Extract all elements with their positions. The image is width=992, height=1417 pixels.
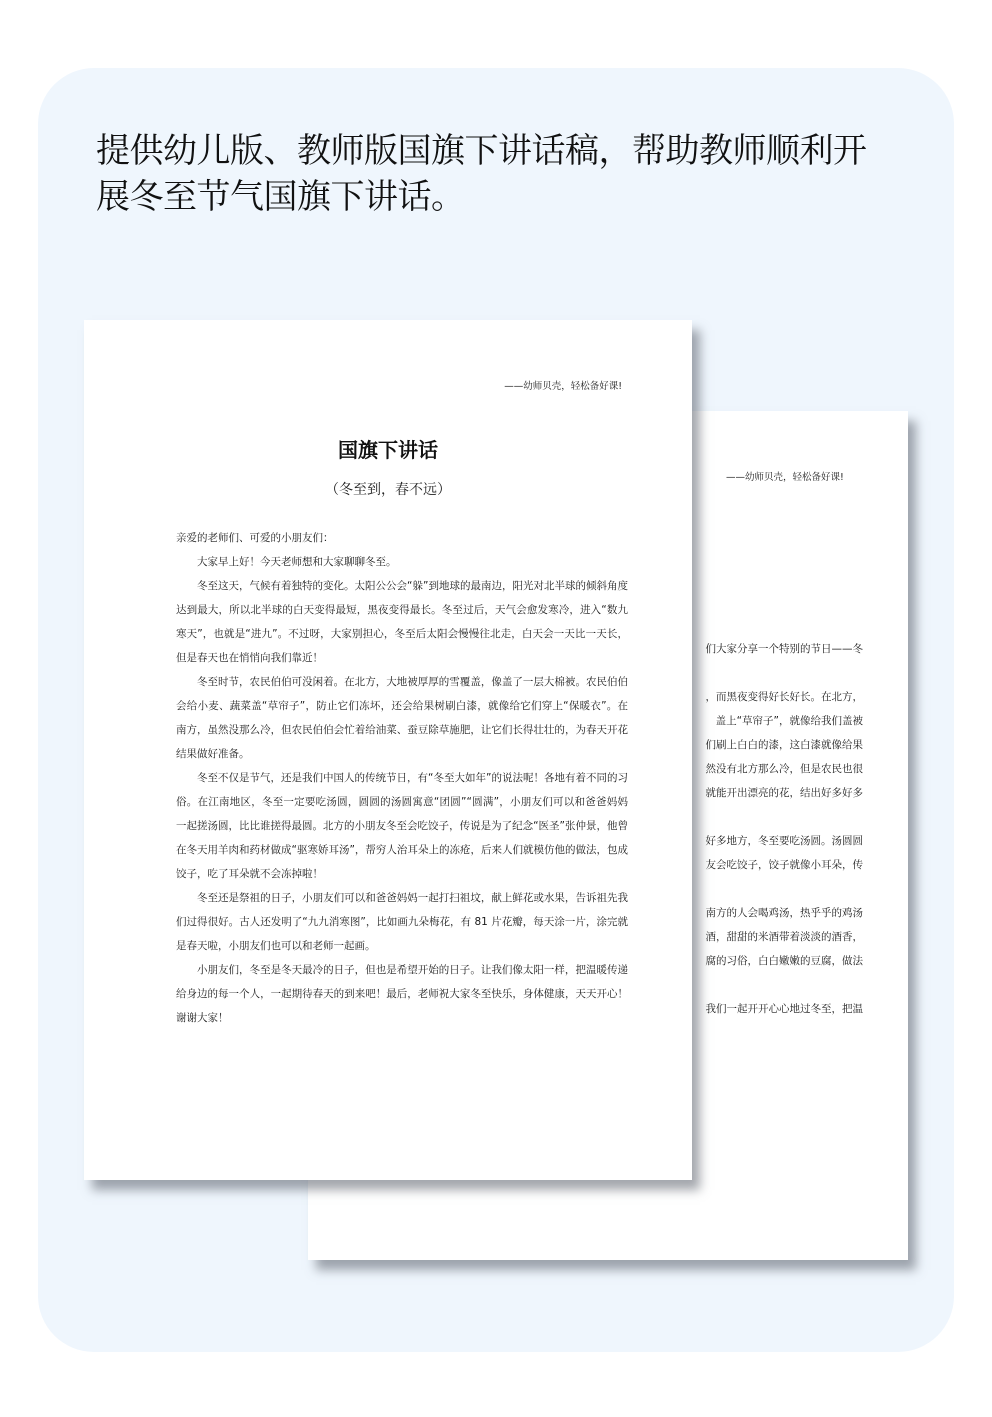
text-line: 酒，甜甜的米酒带着淡淡的酒香，: [705, 931, 863, 943]
text-line: 就能开出漂亮的花，结出好多好多: [705, 787, 863, 799]
page-tagline: ——幼师贝壳，轻松备好课!: [726, 472, 844, 483]
paragraph: 冬至还是祭祖的日子，小朋友们可以和爸爸妈妈一起打扫祖坟，献上鲜花或水果，告诉祖先我们过得很好。古人还发明了“九九消寒图”，比如画九朵梅花，有 81 片花瓣，每天涂一片，涂完就是春天啦，小朋友们也可以和老师一起画。: [176, 892, 628, 952]
paragraph: 大家早上好！今天老师想和大家聊聊冬至。: [197, 556, 397, 568]
text-line: 然没有北方那么冷，但是农民也很: [705, 763, 863, 775]
text-line: 腐的习俗，白白嫩嫩的豆腐，做法: [705, 955, 863, 967]
document-title: 国旗下讲话: [338, 438, 438, 462]
text-line: 盖上“草帘子”，就像给我们盖被: [715, 715, 863, 727]
text-line: 南方的人会喝鸡汤，热乎乎的鸡汤: [705, 907, 863, 919]
document-page-front: [84, 320, 692, 1180]
text-line: ，而黑夜变得好长好长。在北方，: [705, 691, 863, 703]
text-line: 我们一起开开心心地过冬至，把温: [705, 1003, 863, 1015]
text-line: 们刷上白白的漆，这白漆就像给果: [705, 739, 863, 751]
headline: 提供幼儿版、教师版国旗下讲话稿，帮助教师顺利开展冬至节气国旗下讲话。: [96, 131, 867, 217]
document-body: [176, 526, 628, 1030]
salutation: 亲爱的老师们、可爱的小朋友们：: [176, 532, 334, 544]
paragraph: 小朋友们，冬至是冬天最冷的日子，但也是希望开始的日子。让我们像太阳一样，把温暖传递给身边的每一个人，一起期待春天的到来吧！最后，老师祝大家冬至快乐，身体健康，天天开心！谢谢大家！: [176, 964, 628, 1024]
document-subtitle: （冬至到，春不远）: [325, 482, 451, 498]
page-tagline: ——幼师贝壳，轻松备好课!: [504, 381, 622, 392]
text-line: 友会吃饺子，饺子就像小耳朵，传: [705, 859, 863, 871]
paragraph: 冬至这天，气候有着独特的变化。太阳公公会“躲”到地球的最南边，阳光对北半球的倾斜角度达到最大，所以北半球的白天变得最短，黑夜变得最长。冬至过后，天气会愈发寒冷，进入“数九寒天”，也就是“进九”。不过呀，大家别担心，冬至后太阳会慢慢往北走，白天会一天比一天长，但是春天也在悄悄向我们靠近！: [176, 580, 628, 664]
text-line: 好多地方，冬至要吃汤圆。汤圆圆: [705, 835, 863, 847]
paragraph: 冬至时节，农民伯伯可没闲着。在北方，大地被厚厚的雪覆盖，像盖了一层大棉被。农民伯伯会给小麦、蔬菜盖“草帘子”，防止它们冻坏，还会给果树刷白漆，就像给它们穿上“保暖衣”。在南方，虽然没那么冷，但农民伯伯会忙着给油菜、蚕豆除草施肥，让它们长得壮壮的，为春天开花结果做好准备。: [176, 676, 628, 760]
text-line: 们大家分享一个特别的节日——冬: [705, 643, 863, 655]
paragraph: 冬至不仅是节气，还是我们中国人的传统节日，有“冬至大如年”的说法呢！各地有着不同的习俗。在江南地区，冬至一定要吃汤圆，圆圆的汤圆寓意“团圆”“圆满”，小朋友们可以和爸爸妈妈一起搓汤圆，比比谁搓得最圆。北方的小朋友冬至会吃饺子，传说是为了纪念“医圣”张仲景，他曾在冬天用羊肉和药材做成“驱寒娇耳汤”，帮穷人治耳朵上的冻疮，后来人们就模仿他的做法，包成饺子，吃了耳朵就不会冻掉啦！: [176, 772, 628, 880]
